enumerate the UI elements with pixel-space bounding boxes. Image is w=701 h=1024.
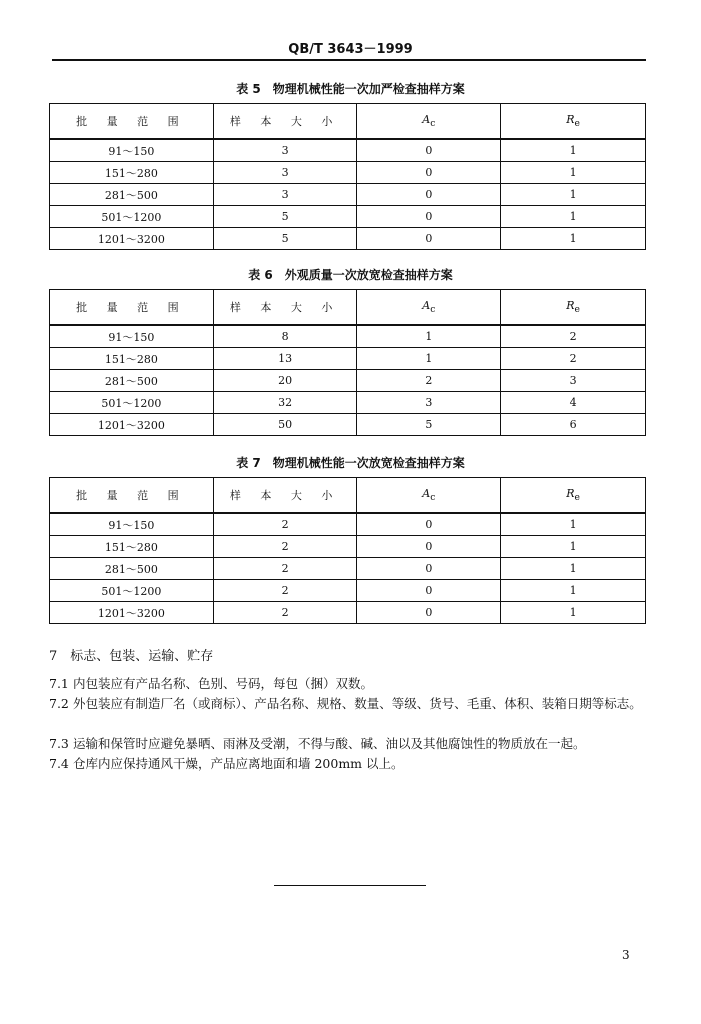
- table-7: [49, 477, 646, 624]
- header-ac: $A_c$: [357, 290, 501, 326]
- header-batch-range: 批 量 范 围: [50, 478, 214, 514]
- end-rule: [274, 885, 426, 886]
- table-row: 501～1200 2 0 1: [50, 580, 646, 602]
- header-sample-size: 样 本 大 小: [213, 290, 357, 326]
- header-batch-range: 批 量 范 围: [50, 290, 214, 326]
- table-5: [49, 103, 646, 250]
- table-5-caption: 表 5 物理机械性能一次加严检查抽样方案: [236, 82, 465, 96]
- header-batch-range: 批 量 范 围: [50, 104, 214, 140]
- clause-7-2: [49, 694, 649, 713]
- header-re: $R_e$: [501, 104, 646, 140]
- clause-text: 外包装应有制造厂名（或商标）、产品名称、规格、数量、等级、货号、毛重、体积、装箱日期等标志。: [73, 696, 642, 711]
- page-number: 3: [622, 948, 630, 962]
- table-header-row: [50, 290, 646, 326]
- table-row: 501～1200 32 3 4: [50, 392, 646, 414]
- clause-text: 仓库内应保持通风干燥，产品应离地面和墙 200mm 以上。: [73, 756, 404, 771]
- table-row: 151～280 13 1 2: [50, 348, 646, 370]
- table-7-caption: 表 7 物理机械性能一次放宽检查抽样方案: [236, 456, 465, 470]
- table-row: 1201～3200 5 0 1: [50, 228, 646, 250]
- table-row: 1201～3200 2 0 1: [50, 602, 646, 624]
- table-row: 281～500 2 0 1: [50, 558, 646, 580]
- clause-7-4: [49, 754, 649, 773]
- section-title: 7 标志、包装、运输、贮存: [49, 649, 214, 664]
- document-code: QB/T 3643－1999: [288, 42, 413, 57]
- table-row: 91～150 3 0 1: [50, 139, 646, 162]
- header-ac: $A_c$: [357, 478, 501, 514]
- header-rule: [52, 59, 646, 61]
- table-row: 1201～3200 50 5 6: [50, 414, 646, 436]
- table-6: [49, 289, 646, 436]
- header-re: $R_e$: [501, 478, 646, 514]
- table-row: 281～500 20 2 3: [50, 370, 646, 392]
- clause-text: 内包装应有产品名称、色别、号码，每包（捆）双数。: [73, 676, 374, 691]
- clause-7-3: [49, 734, 649, 753]
- clause-number: 7.2: [49, 696, 69, 711]
- header-sample-size: 样 本 大 小: [213, 104, 357, 140]
- table-row: 91～150 2 0 1: [50, 513, 646, 536]
- table-6-caption: 表 6 外观质量一次放宽检查抽样方案: [248, 268, 453, 282]
- clause-number: 7.4: [49, 756, 69, 771]
- table-row: 151～280 2 0 1: [50, 536, 646, 558]
- table-row: 91～150 8 1 2: [50, 325, 646, 348]
- clause-text: 运输和保管时应避免暴晒、雨淋及受潮，不得与酸、碱、油以及其他腐蚀性的物质放在一起。: [73, 736, 586, 751]
- clause-number: 7.1: [49, 676, 69, 691]
- header-sample-size: 样 本 大 小: [213, 478, 357, 514]
- table-header-row: [50, 104, 646, 140]
- clause-7-1: [49, 674, 649, 693]
- clause-number: 7.3: [49, 736, 69, 751]
- header-re: $R_e$: [501, 290, 646, 326]
- table-row: 501～1200 5 0 1: [50, 206, 646, 228]
- header-ac: $A_c$: [357, 104, 501, 140]
- table-header-row: [50, 478, 646, 514]
- table-row: 151～280 3 0 1: [50, 162, 646, 184]
- table-row: 281～500 3 0 1: [50, 184, 646, 206]
